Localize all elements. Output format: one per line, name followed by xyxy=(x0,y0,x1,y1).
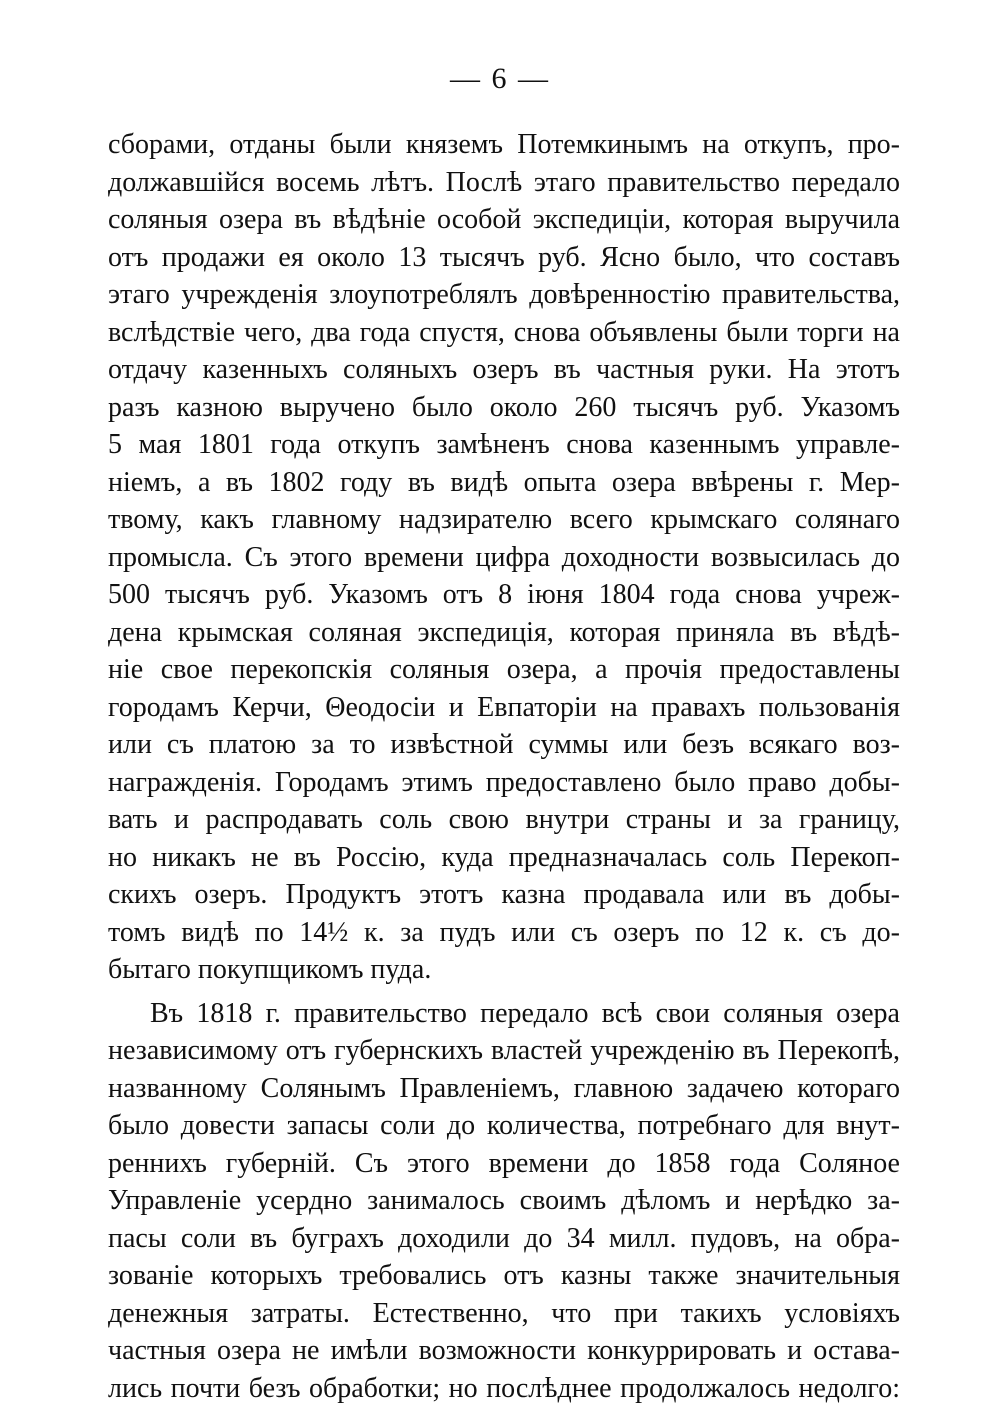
text-line: промысла. Съ этого времени цифра доходности возвысилась до xyxy=(108,541,900,573)
text-line: частныя озера не имѣли возможности конкуррировать и остава- xyxy=(108,1335,900,1366)
text-line: 500 тысячъ руб. Указомъ отъ 8 іюня 1804 года снова учреж- xyxy=(108,579,900,610)
text-line: зованіе которыхъ требовались отъ казны также значительныя xyxy=(108,1260,900,1291)
text-line: этаго учрежденія злоупотреблялъ довѣренностію правительства, xyxy=(108,279,900,310)
text-line: Управленіе усердно занималось своимъ дѣломъ и нерѣдко за- xyxy=(108,1185,900,1216)
page-number: — 6 — xyxy=(450,62,550,95)
text-line: отъ продажи ея около 13 тысячъ руб. Ясно было, что составъ xyxy=(108,241,900,273)
text-line: ніемъ, а въ 1802 году въ видѣ опыта озера ввѣрены г. Мер- xyxy=(108,466,900,498)
text-line: лись почти безъ обработки; но послѣднее продолжалось недолго: xyxy=(108,1372,900,1404)
text-line: было довести запасы соли до количества, потребнаго для внут- xyxy=(108,1110,900,1141)
text-line: Въ 1818 г. правительство передало всѣ свои соляныя озера xyxy=(150,997,900,1029)
text-line: вслѣдствіе чего, два года спустя, снова объявлены были торги на xyxy=(108,316,900,348)
text-line: бытаго покупщикомъ пуда. xyxy=(108,954,432,985)
text-line: ніе свое перекопскія соляныя озера, а прочія предоставлены xyxy=(108,654,900,685)
text-line: разъ казною выручено было около 260 тысячъ руб. Указомъ xyxy=(108,391,900,423)
text-line: сборами, отданы были княземъ Потемкинымъ на откупъ, про- xyxy=(108,129,900,160)
text-line: городамъ Керчи, Θеодосіи и Евпаторіи на правахъ пользованія xyxy=(108,691,900,723)
text-line: но никакъ не въ Россію, куда предназначалась соль Перекоп- xyxy=(108,841,900,873)
text-line: награжденія. Городамъ этимъ предоставлено было право добы- xyxy=(108,766,900,798)
text-line: 5 мая 1801 года откупъ замѣненъ снова казеннымъ управле- xyxy=(108,429,900,460)
text-line: независимому отъ губернскихъ властей учрежденію въ Перекопѣ, xyxy=(108,1035,900,1066)
text-line: названному Солянымъ Правленіемъ, главною задачею котораго xyxy=(108,1072,900,1104)
text-line: денежныя затраты. Естественно, что при такихъ условіяхъ xyxy=(108,1297,900,1329)
text-line: дена крымская соляная экспедиція, которая приняла въ вѣдѣ- xyxy=(108,616,900,648)
text-line: соляныя озера въ вѣдѣніе особой экспедиціи, которая выручила xyxy=(108,204,900,235)
text-line: или съ платою за то извѣстной суммы или безъ всякаго воз- xyxy=(108,729,900,760)
text-line: реннихъ губерній. Съ этого времени до 1858 года Соляное xyxy=(108,1147,900,1179)
text-line: пасы соли въ буграхъ доходили до 34 милл. пудовъ, на обра- xyxy=(108,1222,900,1254)
paragraph-2 xyxy=(108,995,900,1408)
paragraph-1 xyxy=(108,126,900,989)
body-text xyxy=(108,126,900,1407)
text-line: твому, какъ главному надзирателю всего крымскаго солянаго xyxy=(108,504,900,535)
text-line: должавшійся восемь лѣтъ. Послѣ этаго правительство передало xyxy=(108,166,900,198)
text-line: томъ видѣ по 14½ к. за пудъ или съ озеръ по 12 к. съ до- xyxy=(108,916,900,948)
text-line: вать и распродавать соль свою внутри страны и за границу, xyxy=(108,804,900,835)
text-line: отдачу казенныхъ соляныхъ озеръ въ частныя руки. На этотъ xyxy=(108,354,900,385)
text-line: скихъ озеръ. Продуктъ этотъ казна продавала или въ добы- xyxy=(108,879,900,910)
